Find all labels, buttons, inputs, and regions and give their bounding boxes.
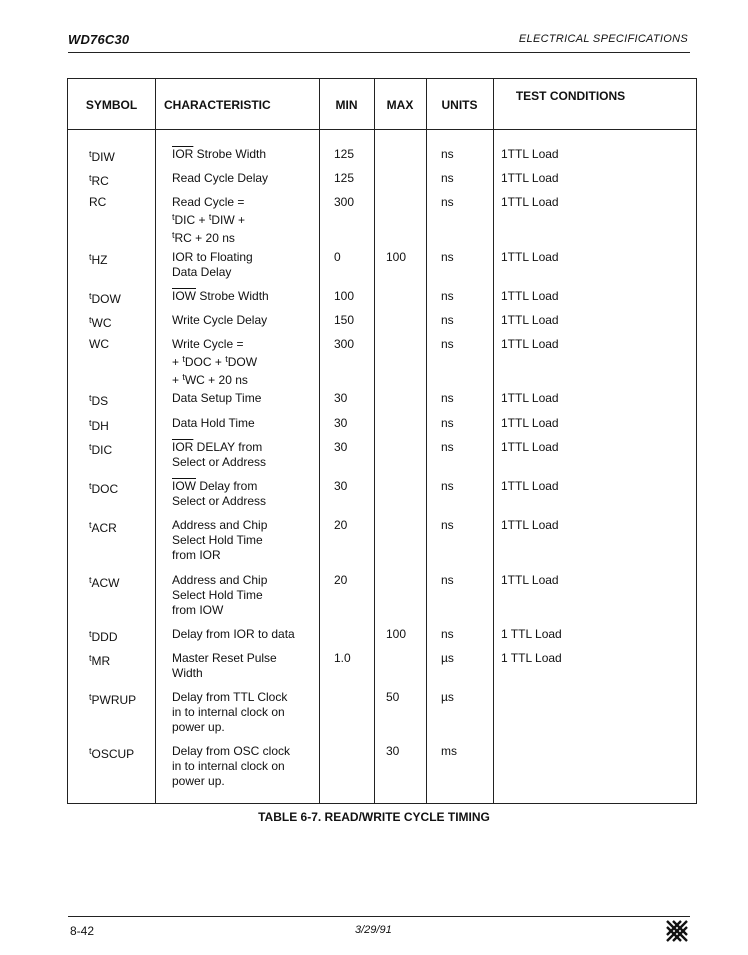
test-conditions-cell: 1TTL Load <box>501 416 559 430</box>
col-header-min: MIN <box>335 98 358 112</box>
units-cell: ns <box>441 147 454 161</box>
units-cell: µs <box>441 690 454 704</box>
symbol-cell: $^t$ACW <box>89 575 120 590</box>
col-header-max: MAX <box>386 98 414 112</box>
characteristic-cell: Data Hold Time <box>172 416 255 430</box>
characteristic-cell: Delay from IOR to data <box>172 627 295 641</box>
symbol-cell: $^t$RC <box>89 173 109 188</box>
symbol-cell: RC <box>89 195 107 209</box>
max-cell: 100 <box>386 250 407 264</box>
units-cell: ns <box>441 171 454 185</box>
min-cell: 30 <box>334 479 348 493</box>
units-cell: ns <box>441 313 454 327</box>
units-cell: ms <box>441 744 457 758</box>
test-conditions-cell: 1TTL Load <box>501 518 559 532</box>
characteristic-cell: Read Cycle Delay <box>172 171 269 185</box>
test-conditions-cell: 1TTL Load <box>501 391 559 405</box>
characteristic-cell: $\overline{IOW}$ Delay from Select or Address <box>172 479 267 508</box>
units-cell: ns <box>441 337 454 351</box>
col-header-characteristic: CHARACTERISTIC <box>164 98 271 112</box>
symbol-cell: $^t$DS <box>89 393 109 408</box>
units-cell: ns <box>441 416 454 430</box>
min-cell: 300 <box>334 195 355 209</box>
symbol-cell: $^t$DIW <box>89 149 115 164</box>
symbol-cell: $^t$DH <box>89 418 109 433</box>
characteristic-cell: Delay from OSC clock in to internal clock on power up. <box>172 744 291 788</box>
units-cell: ns <box>441 289 454 303</box>
test-conditions-cell: 1 TTL Load <box>501 651 562 665</box>
test-conditions-cell: 1TTL Load <box>501 573 559 587</box>
characteristic-cell: Master Reset Pulse Width <box>172 651 277 680</box>
min-cell: 20 <box>334 518 348 532</box>
characteristic-cell: IOR to Floating Data Delay <box>172 250 253 279</box>
symbol-cell: $^t$PWRUP <box>89 692 137 707</box>
units-cell: ns <box>441 391 454 405</box>
header-rule <box>68 52 690 53</box>
max-cell: 50 <box>386 690 400 704</box>
symbol-cell: $^t$HZ <box>89 252 108 267</box>
symbol-cell: $^t$WC <box>89 315 112 330</box>
col-header-test-conditions: TEST CONDITIONS <box>515 89 626 103</box>
units-cell: ns <box>441 573 454 587</box>
section-title: ELECTRICAL SPECIFICATIONS <box>518 33 688 45</box>
test-conditions-cell: 1 TTL Load <box>501 627 562 641</box>
min-cell: 125 <box>334 147 355 161</box>
table-caption: TABLE 6-7. READ/WRITE CYCLE TIMING <box>258 810 490 824</box>
page-number: 8-42 <box>70 924 95 938</box>
units-cell: ns <box>441 627 454 641</box>
min-cell: 100 <box>334 289 355 303</box>
characteristic-cell: $\overline{IOW}$ Strobe Width <box>172 289 269 303</box>
characteristic-cell: Delay from TTL Clock in to internal clock on power up. <box>172 690 288 734</box>
symbol-cell: $^t$MR <box>89 653 111 668</box>
test-conditions-cell: 1TTL Load <box>501 147 559 161</box>
symbol-cell: $^t$DOW <box>89 291 121 306</box>
units-cell: ns <box>441 518 454 532</box>
test-conditions-cell: 1TTL Load <box>501 171 559 185</box>
symbol-cell: $^t$DOC <box>89 481 119 496</box>
characteristic-cell: $\overline{IOR}$ DELAY from Select or Address <box>172 440 267 469</box>
test-conditions-cell: 1TTL Load <box>501 313 559 327</box>
units-cell: ns <box>441 479 454 493</box>
characteristic-cell: Write Cycle Delay <box>172 313 268 327</box>
wd-logo-icon <box>666 920 688 942</box>
characteristic-cell: Address and Chip Select Hold Time from IOR <box>172 518 268 562</box>
timing-table <box>67 78 697 804</box>
units-cell: µs <box>441 651 454 665</box>
footer-rule <box>68 916 690 917</box>
min-cell: 300 <box>334 337 355 351</box>
min-cell: 20 <box>334 573 348 587</box>
units-cell: ns <box>441 440 454 454</box>
max-cell: 100 <box>386 627 407 641</box>
part-number: WD76C30 <box>68 32 130 47</box>
units-cell: ns <box>441 195 454 209</box>
characteristic-cell: Read Cycle = $^t$DIC + $^t$DIW + $^t$RC + 20 ns <box>172 195 246 245</box>
min-cell: 1.0 <box>334 651 351 665</box>
test-conditions-cell: 1TTL Load <box>501 337 559 351</box>
revision-date: 3/29/91 <box>355 924 392 936</box>
symbol-cell: $^t$DDD <box>89 629 118 644</box>
characteristic-cell: Address and Chip Select Hold Time from IOW <box>172 573 268 617</box>
col-header-symbol: SYMBOL <box>85 98 138 112</box>
test-conditions-cell: 1TTL Load <box>501 289 559 303</box>
test-conditions-cell: 1TTL Load <box>501 440 559 454</box>
characteristic-cell: $\overline{IOR}$ Strobe Width <box>172 147 267 161</box>
test-conditions-cell: 1TTL Load <box>501 195 559 209</box>
characteristic-cell: Write Cycle = + $^t$DOC + $^t$DOW + $^t$WC + 20 ns <box>172 337 258 387</box>
min-cell: 125 <box>334 171 355 185</box>
max-cell: 30 <box>386 744 400 758</box>
symbol-cell: $^t$DIC <box>89 442 113 457</box>
test-conditions-cell: 1TTL Load <box>501 250 559 264</box>
units-cell: ns <box>441 250 454 264</box>
symbol-cell: $^t$OSCUP <box>89 746 135 761</box>
symbol-cell: $^t$ACR <box>89 520 117 535</box>
min-cell: 150 <box>334 313 355 327</box>
min-cell: 0 <box>334 250 341 264</box>
min-cell: 30 <box>334 391 348 405</box>
min-cell: 30 <box>334 440 348 454</box>
characteristic-cell: Data Setup Time <box>172 391 262 405</box>
header-rule-table <box>68 129 696 130</box>
min-cell: 30 <box>334 416 348 430</box>
symbol-cell: WC <box>89 337 109 351</box>
col-header-units: UNITS <box>441 98 478 112</box>
test-conditions-cell: 1TTL Load <box>501 479 559 493</box>
